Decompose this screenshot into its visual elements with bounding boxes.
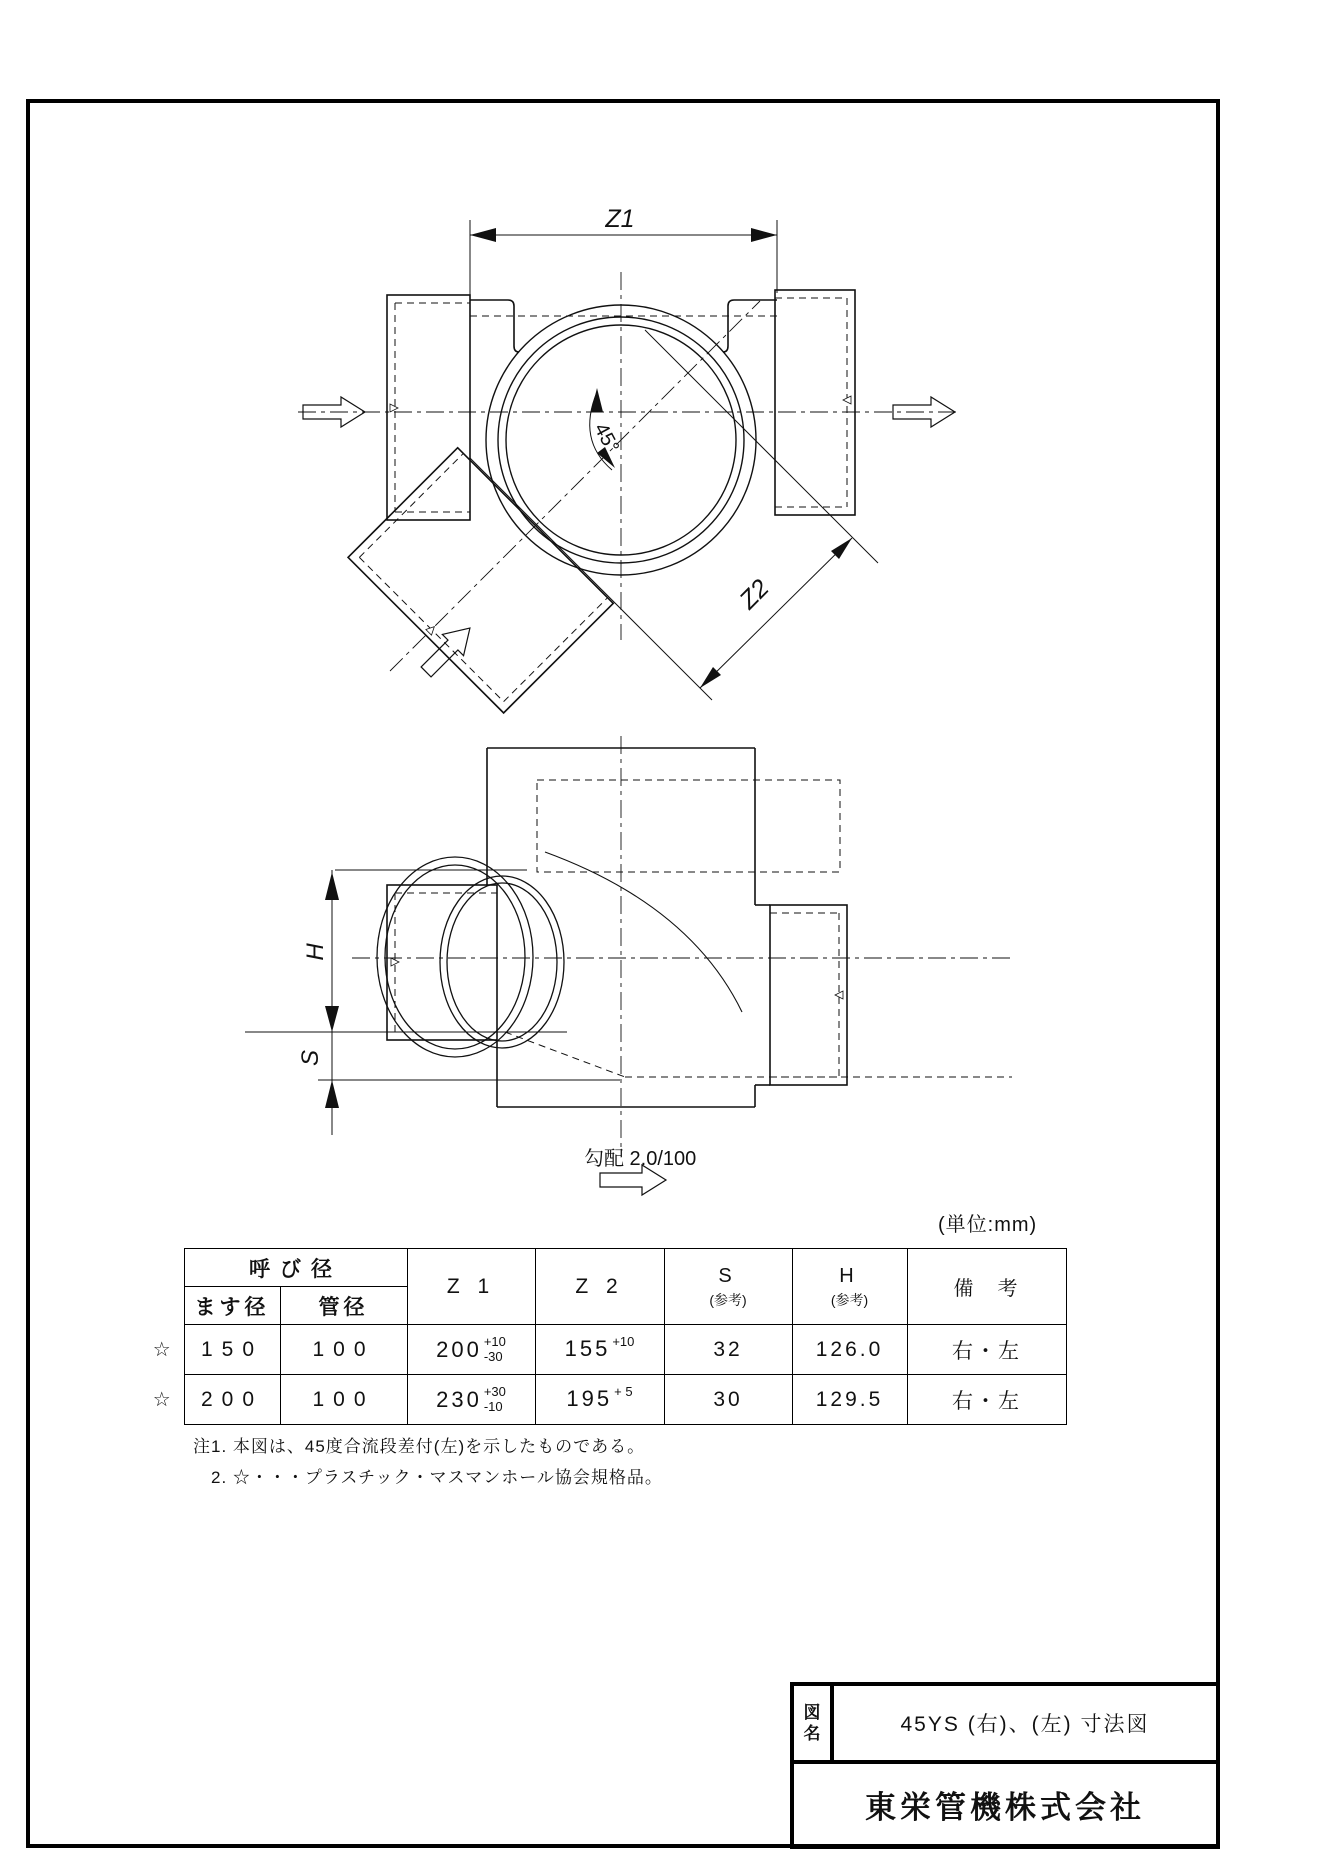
internal-channel-curve bbox=[545, 852, 742, 1012]
biko-cell: 右・左 bbox=[907, 1325, 1066, 1375]
z2-label: Z2 bbox=[734, 574, 775, 615]
angle-label: 45° bbox=[589, 419, 624, 457]
dimension-table bbox=[140, 1248, 1067, 1425]
col-header-s: S (参考) bbox=[664, 1249, 792, 1325]
right-socket bbox=[775, 290, 855, 515]
col-header-masu: ます径 bbox=[184, 1287, 280, 1325]
plan-view bbox=[298, 205, 958, 713]
note-2: 2. ☆・・・プラスチック・マスマンホール協会規格品。 bbox=[211, 1468, 663, 1487]
dim-arrow-right bbox=[751, 228, 777, 242]
col-header-kan: 管径 bbox=[280, 1287, 407, 1325]
z1-label: Z1 bbox=[605, 205, 635, 233]
drawing-name-header: 図 名 bbox=[794, 1686, 834, 1760]
body-edge-right bbox=[723, 300, 777, 352]
standard-star: ☆ bbox=[152, 1339, 171, 1361]
h-cell: 126.0 bbox=[792, 1325, 907, 1375]
col-header-nominal: 呼び径 bbox=[184, 1249, 407, 1287]
h-label: H bbox=[302, 943, 329, 961]
dim-arrow-left bbox=[470, 228, 496, 242]
side-right-socket bbox=[770, 905, 847, 1085]
col-header-h: H (参考) bbox=[792, 1249, 907, 1325]
biko-cell: 右・左 bbox=[907, 1375, 1066, 1425]
socket-opening-ellipses bbox=[377, 857, 564, 1057]
title-block bbox=[790, 1682, 1220, 1849]
z1-cell: 230 +30 -10 bbox=[407, 1375, 535, 1425]
body-edge-left bbox=[470, 300, 519, 352]
s-cell: 30 bbox=[664, 1375, 792, 1425]
masu-dia-cell: 200 bbox=[184, 1375, 280, 1425]
masu-dia-cell: 150 bbox=[184, 1325, 280, 1375]
left-socket bbox=[387, 295, 470, 520]
col-header-biko: 備 考 bbox=[907, 1249, 1066, 1325]
h-cell: 129.5 bbox=[792, 1375, 907, 1425]
clip-mark bbox=[390, 404, 398, 412]
table-row bbox=[140, 1325, 1066, 1375]
pipe-dia-cell: 100 bbox=[280, 1375, 407, 1425]
note-1: 注1. 本図は、45度合流段差付(左)を示したものである。 bbox=[193, 1437, 646, 1456]
standard-star: ☆ bbox=[152, 1389, 171, 1411]
table-row bbox=[140, 1375, 1066, 1425]
hs-dimensions bbox=[245, 870, 620, 1135]
col-header-z1: Z 1 bbox=[407, 1249, 535, 1325]
spacer-cell bbox=[140, 1287, 184, 1325]
flow-arrow-branch-icon bbox=[415, 617, 480, 682]
slope-label: 勾配 2.0/100 bbox=[584, 1148, 697, 1170]
elevation-view bbox=[245, 736, 1015, 1195]
title-block-row-name bbox=[794, 1686, 1216, 1764]
side-left-socket bbox=[377, 857, 564, 1057]
z2-cell: 155 +10 bbox=[535, 1325, 664, 1375]
company-name: 東栄管機株式会社 bbox=[865, 1790, 1145, 1825]
unit-label: (単位:mm) bbox=[938, 1214, 1038, 1236]
drawing-title: 45YS (右)、(左) 寸法図 bbox=[900, 1713, 1150, 1736]
s-label: S bbox=[297, 1049, 324, 1067]
pipe-dia-cell: 100 bbox=[280, 1325, 407, 1375]
spacer-cell bbox=[140, 1249, 184, 1287]
s-cell: 32 bbox=[664, 1325, 792, 1375]
z1-cell: 200 +10 -30 bbox=[407, 1325, 535, 1375]
hidden-branch-socket bbox=[505, 780, 1012, 1077]
col-header-z2: Z 2 bbox=[535, 1249, 664, 1325]
branch-centerline bbox=[390, 301, 760, 671]
z2-cell: 195 + 5 bbox=[535, 1375, 664, 1425]
